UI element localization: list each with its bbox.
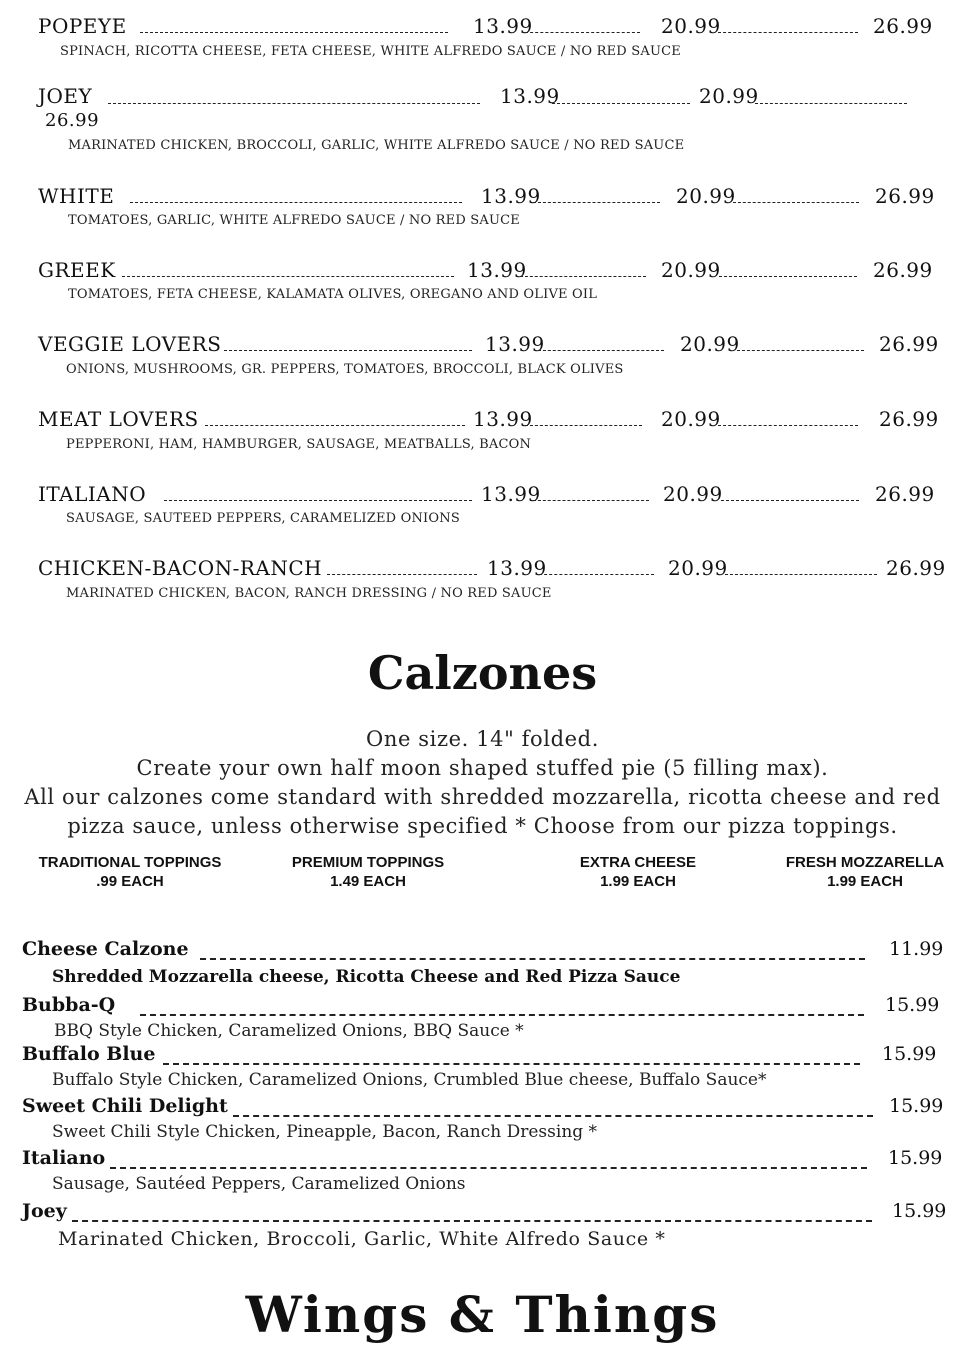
- price-small: 13.99: [467, 258, 527, 282]
- item-price: 11.99: [889, 938, 944, 960]
- dot-leader: [533, 500, 649, 501]
- price-small: 13.99: [487, 556, 547, 580]
- dot-leader: [533, 202, 660, 203]
- item-price: 15.99: [888, 1147, 943, 1169]
- price-large: 26.99: [873, 14, 933, 38]
- price-large: 26.99: [879, 407, 939, 431]
- price-medium: 20.99: [699, 84, 759, 108]
- item-price: 15.99: [892, 1200, 947, 1222]
- item-description: PEPPERONI, HAM, HAMBURGER, SAUSAGE, MEATBALLS, BACON: [66, 437, 532, 452]
- price-small: 13.99: [473, 407, 533, 431]
- dot-leader: [108, 103, 480, 104]
- dot-leader: [110, 1167, 867, 1169]
- intro-line: All our calzones come standard with shredded mozzarella, ricotta cheese and red: [24, 785, 941, 809]
- item-price: 15.99: [889, 1095, 944, 1117]
- item-name: Italiano: [22, 1147, 106, 1169]
- item-name: Sweet Chili Delight: [22, 1095, 228, 1117]
- item-description: TOMATOES, GARLIC, WHITE ALFREDO SAUCE / NO RED SAUCE: [68, 213, 520, 228]
- dot-leader: [233, 1115, 873, 1117]
- dot-leader: [718, 32, 858, 33]
- price-large: 26.99: [45, 110, 100, 131]
- dot-leader: [525, 32, 640, 33]
- intro-line: pizza sauce, unless otherwise specified * Choose from our pizza toppings.: [67, 814, 898, 838]
- item-name: JOEY: [38, 84, 93, 108]
- item-description: MARINATED CHICKEN, BACON, RANCH DRESSING / NO RED SAUCE: [66, 586, 552, 601]
- item-name: VEGGIE LOVERS: [38, 332, 222, 356]
- price-medium: 20.99: [668, 556, 728, 580]
- price-large: 26.99: [873, 258, 933, 282]
- topping-extra-cheese: [538, 853, 738, 891]
- item-description: Sweet Chili Style Chicken, Pineapple, Bacon, Ranch Dressing *: [52, 1122, 598, 1142]
- dot-leader: [140, 1014, 864, 1016]
- dot-leader: [205, 425, 465, 426]
- topping-price: 1.99 EACH: [600, 873, 676, 890]
- item-name: GREEK: [38, 258, 116, 282]
- dot-leader: [200, 958, 865, 960]
- topping-name: EXTRA CHEESE: [579, 854, 697, 871]
- item-price: 15.99: [882, 1043, 937, 1065]
- dot-leader: [719, 276, 857, 277]
- dot-leader: [224, 350, 472, 351]
- dot-leader: [725, 574, 877, 575]
- price-medium: 20.99: [680, 332, 740, 356]
- price-large: 26.99: [875, 184, 935, 208]
- topping-price: 1.49 EACH: [330, 873, 406, 890]
- item-description: ONIONS, MUSHROOMS, GR. PEPPERS, TOMATOES, BROCCOLI, BLACK OLIVES: [66, 362, 624, 377]
- item-name: ITALIANO: [38, 482, 147, 506]
- item-description: Sausage, Sautéed Peppers, Caramelized Onions: [52, 1174, 466, 1194]
- topping-traditional: [30, 853, 230, 891]
- price-medium: 20.99: [663, 482, 723, 506]
- dot-leader: [122, 276, 454, 277]
- dot-leader: [72, 1220, 872, 1222]
- price-medium: 20.99: [661, 258, 721, 282]
- topping-price: .99 EACH: [96, 873, 164, 890]
- item-description: Shredded Mozzarella cheese, Ricotta Cheese and Red Pizza Sauce: [52, 967, 681, 987]
- item-description: TOMATOES, FETA CHEESE, KALAMATA OLIVES, OREGANO AND OLIVE OIL: [68, 287, 598, 302]
- price-small: 13.99: [500, 84, 560, 108]
- section-title-calzones: Calzones: [367, 646, 598, 700]
- topping-name: TRADITIONAL TOPPINGS: [38, 854, 222, 871]
- price-large: 26.99: [875, 482, 935, 506]
- intro-line: One size. 14" folded.: [366, 727, 599, 751]
- price-medium: 20.99: [661, 407, 721, 431]
- item-name: Bubba-Q: [22, 994, 116, 1016]
- item-price: 15.99: [885, 994, 940, 1016]
- item-description: BBQ Style Chicken, Caramelized Onions, BBQ Sauce *: [54, 1021, 524, 1041]
- item-name: POPEYE: [38, 14, 127, 38]
- price-large: 26.99: [886, 556, 946, 580]
- item-description: MARINATED CHICKEN, BROCCOLI, GARLIC, WHITE ALFREDO SAUCE / NO RED SAUCE: [68, 138, 685, 153]
- item-name: WHITE: [38, 184, 115, 208]
- calzones-intro: [0, 725, 965, 841]
- topping-price: 1.99 EACH: [827, 873, 903, 890]
- intro-line: Create your own half moon shaped stuffed pie (5 filling max).: [136, 756, 829, 780]
- item-description: Marinated Chicken, Broccoli, Garlic, White Alfredo Sauce *: [58, 1228, 666, 1250]
- dot-leader: [733, 202, 859, 203]
- dot-leader: [718, 425, 858, 426]
- price-small: 13.99: [481, 184, 541, 208]
- item-name: MEAT LOVERS: [38, 407, 199, 431]
- dot-leader: [525, 425, 642, 426]
- dot-leader: [552, 103, 690, 104]
- price-medium: 20.99: [676, 184, 736, 208]
- price-medium: 20.99: [661, 14, 721, 38]
- item-description: SAUSAGE, SAUTEED PEPPERS, CARAMELIZED ONIONS: [66, 511, 460, 526]
- item-name: Cheese Calzone: [22, 938, 189, 960]
- price-small: 13.99: [481, 482, 541, 506]
- dot-leader: [140, 32, 448, 33]
- item-description: SPINACH, RICOTTA CHEESE, FETA CHEESE, WHITE ALFREDO SAUCE / NO RED SAUCE: [60, 44, 681, 59]
- dot-leader: [327, 574, 477, 575]
- section-title-wings: Wings & Things: [245, 1285, 720, 1344]
- dot-leader: [538, 350, 664, 351]
- dot-leader: [539, 574, 654, 575]
- topping-premium: [268, 853, 468, 891]
- dot-leader: [737, 350, 864, 351]
- topping-name: FRESH MOZZARELLA: [785, 854, 945, 871]
- topping-name: PREMIUM TOPPINGS: [291, 854, 445, 871]
- price-small: 13.99: [473, 14, 533, 38]
- item-name: CHICKEN-BACON-RANCH: [38, 556, 323, 580]
- dot-leader: [520, 276, 646, 277]
- dot-leader: [164, 500, 472, 501]
- item-name: Buffalo Blue: [22, 1043, 156, 1065]
- dot-leader: [163, 1063, 860, 1065]
- topping-fresh-mozzarella: [770, 853, 960, 891]
- dot-leader: [721, 500, 859, 501]
- item-description: Buffalo Style Chicken, Caramelized Onions, Crumbled Blue cheese, Buffalo Sauce*: [52, 1070, 767, 1090]
- dot-leader: [130, 202, 462, 203]
- price-small: 13.99: [485, 332, 545, 356]
- dot-leader: [755, 103, 907, 104]
- price-large: 26.99: [879, 332, 939, 356]
- item-name: Joey: [22, 1200, 67, 1222]
